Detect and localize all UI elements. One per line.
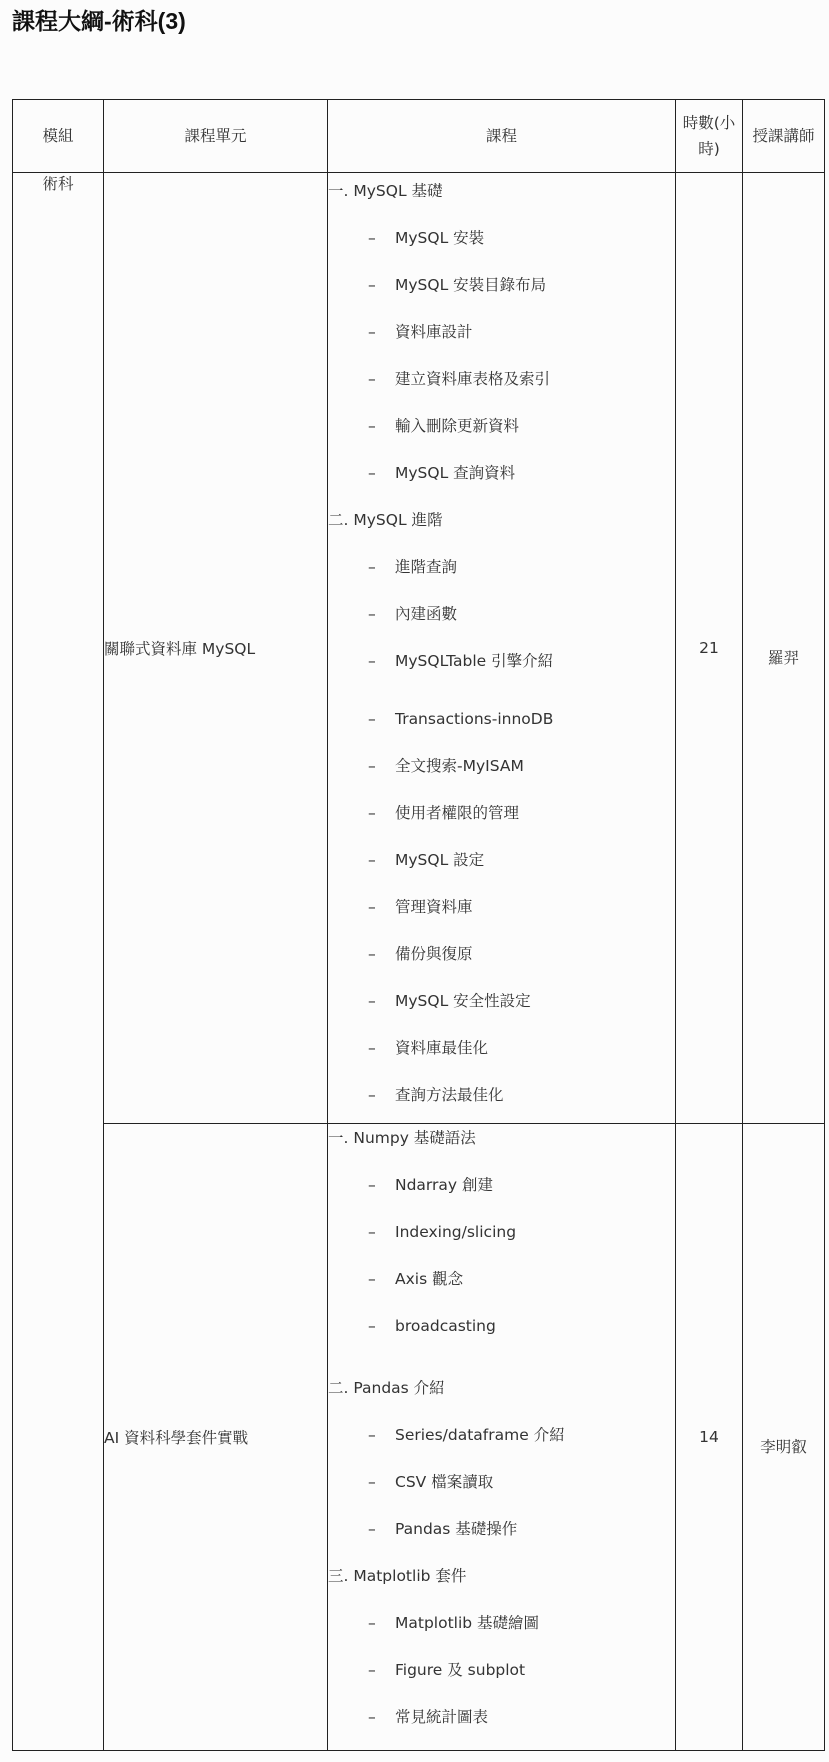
course-subitem bbox=[368, 1472, 493, 1492]
dash-bullet: – bbox=[368, 851, 376, 869]
course-subitem bbox=[368, 369, 550, 389]
dash-bullet: – bbox=[368, 1039, 376, 1057]
dash-bullet: – bbox=[368, 1473, 376, 1491]
dash-bullet: – bbox=[368, 1614, 376, 1632]
course-subitem bbox=[368, 1613, 539, 1633]
course-subitem-label: broadcasting bbox=[395, 1317, 496, 1335]
course-subitem-label: MySQL 安裝目錄布局 bbox=[395, 276, 547, 294]
course-section: 二. Pandas 介紹 bbox=[328, 1379, 445, 1397]
course-subitem bbox=[368, 756, 524, 776]
course-subitem bbox=[368, 651, 553, 671]
course-subitem bbox=[368, 803, 519, 823]
course-subitem bbox=[368, 944, 473, 964]
course-subitem bbox=[368, 850, 484, 870]
course-section: 一. Numpy 基礎語法 bbox=[328, 1129, 476, 1147]
header-unit: 課程單元 bbox=[104, 100, 328, 173]
teacher-cell bbox=[743, 173, 825, 1124]
course-subitem bbox=[368, 557, 457, 577]
course-subitem bbox=[368, 416, 519, 436]
course-subitem-label: MySQL 安全性設定 bbox=[395, 992, 531, 1010]
course-subitem-label: 全文搜索-MyISAM bbox=[395, 757, 524, 775]
course-subitem bbox=[368, 1316, 496, 1336]
course-subitem bbox=[368, 1660, 525, 1680]
course-subitem bbox=[368, 991, 531, 1011]
table-row bbox=[13, 1124, 825, 1751]
course-subitem bbox=[368, 1425, 565, 1445]
course-subitem-label: MySQL 查詢資料 bbox=[395, 464, 516, 482]
dash-bullet: – bbox=[368, 1086, 376, 1104]
teacher-cell bbox=[743, 1124, 825, 1751]
course-subitem-label: MySQLTable 引擎介紹 bbox=[395, 652, 554, 670]
dash-bullet: – bbox=[368, 1270, 376, 1288]
dash-bullet: – bbox=[368, 323, 376, 341]
course-subitem-label: 資料庫最佳化 bbox=[395, 1039, 489, 1057]
teacher-name: 羅羿 bbox=[767, 649, 799, 667]
course-cell bbox=[328, 1124, 676, 1751]
header-hours: 時數(小時) bbox=[676, 100, 743, 173]
header-row bbox=[13, 100, 825, 173]
course-subitem bbox=[368, 897, 473, 917]
course-subitem-label: 輸入刪除更新資料 bbox=[395, 417, 520, 435]
course-subitem-label: 常見統計圖表 bbox=[395, 1708, 489, 1726]
dash-bullet: – bbox=[368, 229, 376, 247]
course-subitem bbox=[368, 463, 515, 483]
course-subitem-label: 進階查詢 bbox=[395, 558, 458, 576]
course-subitem bbox=[368, 322, 473, 342]
course-subitem-label: CSV 檔案讀取 bbox=[395, 1473, 494, 1491]
course-subitem-label: 建立資料庫表格及索引 bbox=[395, 370, 551, 388]
course-subitem bbox=[368, 228, 484, 248]
course-subitem-label: MySQL 安裝 bbox=[395, 229, 485, 247]
course-subitem-label: 內建函數 bbox=[395, 605, 458, 623]
header-course: 課程 bbox=[328, 100, 676, 173]
course-subitem bbox=[368, 1269, 463, 1289]
course-subitem-label: 資料庫設計 bbox=[395, 323, 473, 341]
dash-bullet: – bbox=[368, 417, 376, 435]
dash-bullet: – bbox=[368, 276, 376, 294]
course-subitem-label: Ndarray 創建 bbox=[395, 1176, 494, 1194]
unit-cell: AI 資料科學套件實戰 bbox=[104, 1124, 328, 1751]
course-cell bbox=[328, 173, 676, 1124]
page-title: 課程大綱-術科(3) bbox=[12, 8, 186, 34]
course-subitem-label: 管理資料庫 bbox=[395, 898, 473, 916]
course-subitem bbox=[368, 275, 546, 295]
course-section: 一. MySQL 基礎 bbox=[328, 182, 443, 200]
dash-bullet: – bbox=[368, 1317, 376, 1335]
dash-bullet: – bbox=[368, 1661, 376, 1679]
course-subitem-label: Figure 及 subplot bbox=[395, 1661, 526, 1679]
syllabus-table bbox=[12, 99, 825, 1751]
course-subitem-label: 備份與復原 bbox=[395, 945, 473, 963]
hours-cell: 21 bbox=[676, 173, 743, 1124]
course-subitem bbox=[368, 709, 553, 729]
header-module: 模組 bbox=[13, 100, 104, 173]
dash-bullet: – bbox=[368, 605, 376, 623]
module-cell: 術科 bbox=[13, 173, 104, 1751]
course-subitem-label: Series/dataframe 介紹 bbox=[395, 1426, 565, 1444]
course-subitem-label: Indexing/slicing bbox=[395, 1223, 517, 1241]
course-subitem-label: 使用者權限的管理 bbox=[395, 804, 520, 822]
dash-bullet: – bbox=[368, 1223, 376, 1241]
course-subitem bbox=[368, 604, 457, 624]
dash-bullet: – bbox=[368, 1426, 376, 1444]
hours-cell: 14 bbox=[676, 1124, 743, 1751]
course-subitem-label: MySQL 設定 bbox=[395, 851, 485, 869]
unit-cell: 關聯式資料庫 MySQL bbox=[104, 173, 328, 1124]
course-subitem-label: Axis 觀念 bbox=[395, 1270, 464, 1288]
dash-bullet: – bbox=[368, 558, 376, 576]
course-subitem bbox=[368, 1519, 517, 1539]
header-teacher: 授課講師 bbox=[743, 100, 825, 173]
table-row bbox=[13, 173, 825, 1124]
course-subitem-label: 查詢方法最佳化 bbox=[395, 1086, 504, 1104]
dash-bullet: – bbox=[368, 757, 376, 775]
dash-bullet: – bbox=[368, 992, 376, 1010]
course-subitem-label: Matplotlib 基礎繪圖 bbox=[395, 1614, 540, 1632]
dash-bullet: – bbox=[368, 370, 376, 388]
course-subitem bbox=[368, 1038, 488, 1058]
dash-bullet: – bbox=[368, 945, 376, 963]
dash-bullet: – bbox=[368, 898, 376, 916]
course-subitem-label: Pandas 基礎操作 bbox=[395, 1520, 518, 1538]
course-subitem-label: Transactions-innoDB bbox=[395, 710, 554, 728]
teacher-name: 李明叡 bbox=[760, 1438, 807, 1456]
dash-bullet: – bbox=[368, 652, 376, 670]
dash-bullet: – bbox=[368, 1520, 376, 1538]
course-subitem bbox=[368, 1707, 488, 1727]
course-section: 二. MySQL 進階 bbox=[328, 511, 443, 529]
dash-bullet: – bbox=[368, 1708, 376, 1726]
course-subitem bbox=[368, 1175, 493, 1195]
dash-bullet: – bbox=[368, 464, 376, 482]
dash-bullet: – bbox=[368, 1176, 376, 1194]
dash-bullet: – bbox=[368, 710, 376, 728]
course-section: 三. Matplotlib 套件 bbox=[328, 1567, 467, 1585]
dash-bullet: – bbox=[368, 804, 376, 822]
course-subitem bbox=[368, 1085, 504, 1105]
course-subitem bbox=[368, 1222, 516, 1242]
